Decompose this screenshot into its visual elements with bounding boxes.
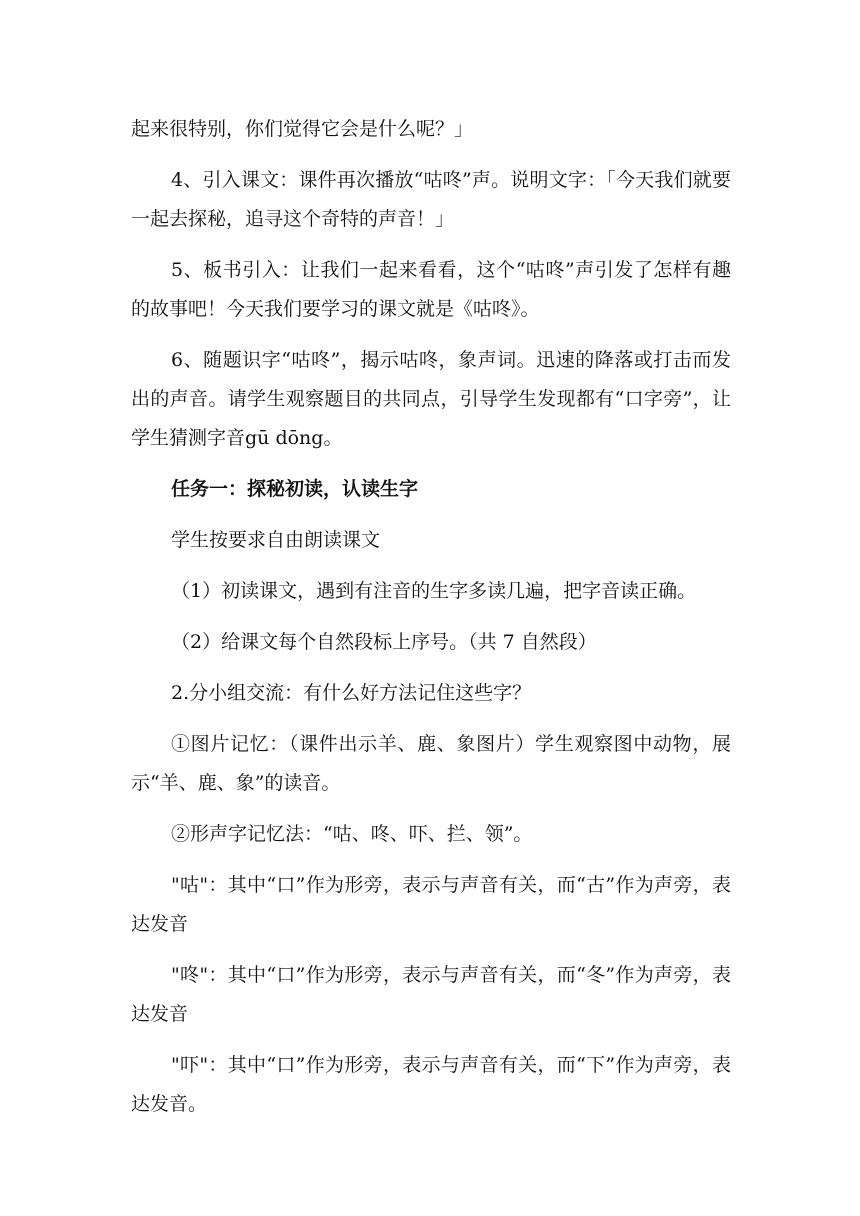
- paragraph-group-discussion: 2.分小组交流：有什么好方法记住这些字？: [171, 682, 532, 704]
- paragraph-picture-memory: ①图片记忆：（课件出示羊、鹿、象图片）学生观察图中动物，展示“羊、鹿、象”的读音。: [131, 733, 731, 794]
- paragraph-free-reading: 学生按要求自由朗读课文: [171, 529, 381, 551]
- paragraph-char-dong: "咚"：其中“口”作为形旁，表示与声音有关，而“冬”作为声旁，表达发音: [131, 964, 731, 1025]
- list-item-2: （2）给课文每个自然段标上序号。（共 7 自然段）: [171, 631, 597, 653]
- paragraph-phonetic-memory: ②形声字记忆法：“咕、咚、吓、拦、领”。: [171, 823, 533, 845]
- section-heading-task-1: 任务一：探秘初读，认读生字: [171, 478, 419, 500]
- paragraph-intro-continuation: 起来很特别，你们觉得它会是什么呢？」: [131, 118, 474, 140]
- paragraph-char-gu: "咕"：其中“口”作为形旁，表示与声音有关，而“古”作为声旁，表达发音: [131, 874, 731, 935]
- document-body: [131, 110, 731, 1136]
- paragraph-step-5: 5、板书引入：让我们一起来看看，这个“咕咚”声引发了怎样有趣的故事吧！今天我们要学习的课文就是《咕咚》。: [131, 259, 731, 320]
- paragraph-char-xia: "吓"：其中“口”作为形旁，表示与声音有关，而“下”作为声旁，表达发音。: [131, 1054, 731, 1115]
- paragraph-step-4: 4、引入课文：课件再次播放“咕咚”声。说明文字：「今天我们就要一起去探秘，追寻这个奇特的声音！」: [131, 169, 731, 230]
- paragraph-step-6: 6、随题识字“咕咚”，揭示咕咚，象声词。迅速的降落或打击而发出的声音。请学生观察题目的共同点，引导学生发现都有“口字旁”，让学生猜测字音gū dōng。: [131, 349, 731, 449]
- list-item-1: （1）初读课文，遇到有注音的生字多读几遍，把字音读正确。: [171, 580, 697, 602]
